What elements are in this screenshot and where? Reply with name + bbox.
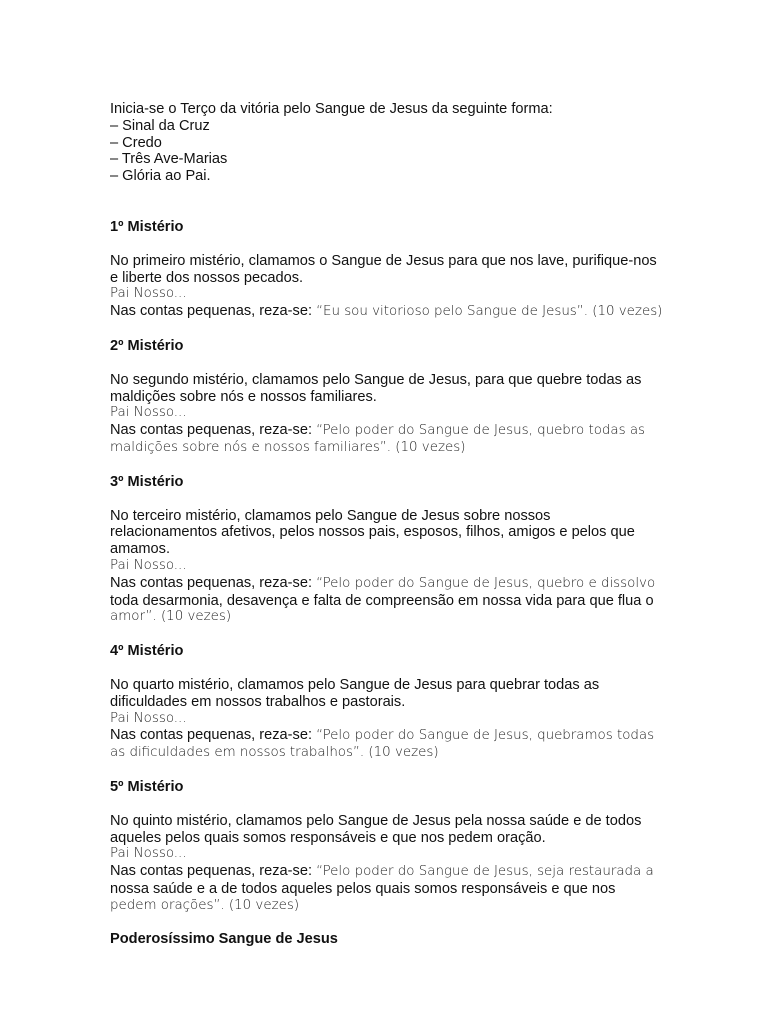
small-beads-prayer: “Pelo poder do Sangue de Jesus, quebro todas as: [316, 423, 646, 439]
small-beads-prayer: “Pelo poder do Sangue de Jesus, seja restaurada a: [316, 864, 654, 880]
mystery-body-line: relacionamentos afetivos, pelos nossos pais, esposos, filhos, amigos e pelos que: [110, 524, 635, 541]
mystery-body-line: No quinto mistério, clamamos pelo Sangue de Jesus pela nossa saúde e de todos: [110, 812, 642, 829]
mystery-body-line: No terceiro mistério, clamamos pelo Sangue de Jesus sobre nossos: [110, 507, 551, 524]
small-beads-prayer: “Pelo poder do Sangue de Jesus, quebramos todas: [316, 728, 655, 744]
final-heading: Poderosíssimo Sangue de Jesus: [110, 931, 338, 948]
pai-nosso-line: Pai Nosso...: [110, 710, 187, 726]
intro-item: – Glória ao Pai.: [110, 168, 211, 185]
pai-nosso-line: Pai Nosso...: [110, 405, 187, 421]
mystery-heading: 2º Mistério: [110, 337, 184, 354]
pai-nosso-line: Pai Nosso...: [110, 286, 187, 302]
small-beads-prayer-cont: amor”. (10 vezes): [110, 609, 232, 625]
mystery-body-line: No segundo mistério, clamamos pelo Sangue de Jesus, para que quebre todas as: [110, 371, 642, 388]
small-beads-prefix: Nas contas pequenas, reza-se:: [110, 574, 317, 591]
mystery-body-line: e liberte dos nossos pecados.: [110, 269, 304, 286]
small-beads-prayer-cont: toda desarmonia, desavença e falta de compreensão em nossa vida para que flua o: [110, 592, 654, 609]
mystery-section-1: [110, 219, 710, 321]
small-beads-prayer-cont: pedem orações”. (10 vezes): [110, 897, 300, 913]
small-beads-line: [110, 303, 710, 321]
intro-item: – Credo: [110, 134, 162, 151]
intro-title: Inicia-se o Terço da vitória pelo Sangue de Jesus da seguinte forma:: [110, 101, 553, 117]
small-beads-prefix: Nas contas pequenas, reza-se:: [110, 727, 317, 744]
mystery-body-line: amamos.: [110, 541, 171, 558]
mystery-body-line: aqueles pelos quais somos responsáveis e que nos pedem oração.: [110, 829, 546, 846]
small-beads-prefix: Nas contas pequenas, reza-se:: [110, 303, 317, 320]
intro-section: [110, 101, 710, 185]
small-beads-prayer-cont: nossa saúde e a de todos aqueles pelos quais somos responsáveis e que nos: [110, 880, 616, 897]
mystery-heading: 5º Mistério: [110, 778, 184, 795]
small-beads-line: [110, 727, 710, 745]
mystery-body-line: maldições sobre nós e nossos familiares.: [110, 388, 377, 405]
mystery-section-3: [110, 474, 710, 626]
mystery-body-line: No primeiro mistério, clamamos o Sangue de Jesus para que nos lave, purifique-nos: [110, 252, 657, 269]
mystery-section-2: [110, 338, 710, 457]
small-beads-prayer-cont: as dificuldades em nossos trabalhos”. (10 vezes): [110, 745, 439, 761]
mystery-body-line: dificuldades em nossos trabalhos e pastorais.: [110, 693, 406, 710]
intro-item: – Três Ave-Marias: [110, 151, 228, 168]
mystery-heading: 4º Mistério: [110, 643, 184, 660]
mystery-body-line: No quarto mistério, clamamos pelo Sangue de Jesus para quebrar todas as: [110, 676, 600, 693]
mystery-heading: 1º Mistério: [110, 218, 184, 235]
small-beads-prayer-cont: maldições sobre nós e nossos familiares”. (10 vezes): [110, 439, 466, 455]
small-beads-line: [110, 422, 710, 440]
small-beads-prefix: Nas contas pequenas, reza-se:: [110, 863, 317, 880]
mystery-heading: 3º Mistério: [110, 473, 184, 490]
small-beads-prefix: Nas contas pequenas, reza-se:: [110, 422, 317, 439]
small-beads-line: [110, 863, 710, 881]
pai-nosso-line: Pai Nosso...: [110, 557, 187, 573]
intro-item: – Sinal da Cruz: [110, 117, 210, 134]
document-page: [110, 101, 710, 948]
small-beads-prayer: “Eu sou vitorioso pelo Sangue de Jesus”. (10 vezes): [316, 304, 663, 320]
mystery-section-5: [110, 779, 710, 915]
pai-nosso-line: Pai Nosso...: [110, 846, 187, 862]
mystery-section-4: [110, 643, 710, 762]
small-beads-prayer: “Pelo poder do Sangue de Jesus, quebro e dissolvo: [316, 575, 656, 591]
small-beads-line: [110, 575, 710, 593]
